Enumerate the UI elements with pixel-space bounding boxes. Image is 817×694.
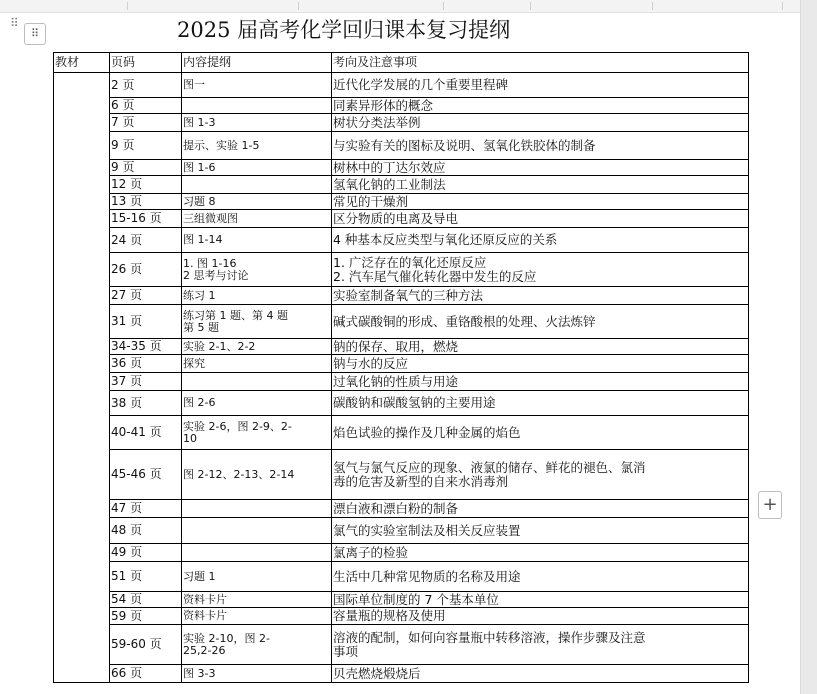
outline-cell [182,500,332,518]
page-cell: 24 页 [110,228,182,253]
table-row [54,176,749,194]
page-cell: 13 页 [110,194,182,210]
outline-cell: 1. 图 1-16 2 思考与讨论 [182,253,332,287]
page-cell: 45-46 页 [110,450,182,500]
grid-dots-icon[interactable]: ⠿ [24,23,46,45]
notes-cell: 4 种基本反应类型与氧化还原反应的关系 [332,228,749,253]
table-row [54,253,749,287]
ruler-tick [652,2,653,10]
textbook-cell [54,73,110,683]
outline-cell [182,98,332,114]
notes-cell: 常见的干燥剂 [332,194,749,210]
table-row [54,665,749,683]
notes-cell: 树状分类法举例 [332,114,749,132]
header-cell-notes: 考向及注意事项 [332,53,749,73]
outline-cell: 图 1-3 [182,114,332,132]
outline-cell: 习题 8 [182,194,332,210]
outline-cell: 实验 2-10，图 2- 25,2-26 [182,625,332,665]
page-cell: 38 页 [110,391,182,416]
notes-cell: 焰色试验的操作及几种金属的焰色 [332,416,749,450]
drag-dots-icon[interactable]: ⠿ [10,16,18,30]
page-cell: 48 页 [110,518,182,544]
notes-cell: 贝壳燃烧煅烧后 [332,665,749,683]
table-row [54,518,749,544]
notes-cell: 过氧化钠的性质与用途 [332,373,749,391]
table-row [54,562,749,592]
ruler-tick [443,2,444,10]
table-row [54,287,749,305]
page-cell: 66 页 [110,665,182,683]
outline-cell: 练习第 1 题、第 4 题 第 5 题 [182,305,332,339]
header-cell-textbook: 教材 [54,53,110,73]
header-cell-page: 页码 [110,53,182,73]
notes-cell: 国际单位制度的 7 个基本单位 [332,592,749,608]
page-cell: 37 页 [110,373,182,391]
ruler-tick [298,2,299,10]
notes-cell: 钠与水的反应 [332,355,749,373]
table-row [54,98,749,114]
page-cell: 12 页 [110,176,182,194]
notes-cell: 氯气的实验室制法及相关反应装置 [332,518,749,544]
notes-cell: 容量瓶的规格及使用 [332,608,749,625]
outline-cell: 三组微观图 [182,210,332,228]
page-cell: 27 页 [110,287,182,305]
outline-cell: 实验 2-1、2-2 [182,339,332,355]
plus-icon[interactable]: + [758,491,782,519]
table-row [54,132,749,160]
outline-cell: 图 3-3 [182,665,332,683]
notes-cell: 氢气与氯气反应的现象、液氯的储存、鲜花的褪色、氯消 毒的危害及新型的自来水消毒剂 [332,450,749,500]
outline-cell: 图 1-6 [182,160,332,176]
notes-cell: 钠的保存、取用，燃烧 [332,339,749,355]
table-row [54,194,749,210]
outline-cell [182,544,332,562]
table-row [54,450,749,500]
outline-cell [182,176,332,194]
page-cell: 59-60 页 [110,625,182,665]
page-cell: 49 页 [110,544,182,562]
page-cell: 51 页 [110,562,182,592]
table-row [54,160,749,176]
notes-cell: 实验室制备氧气的三种方法 [332,287,749,305]
table-row [54,625,749,665]
page-cell: 40-41 页 [110,416,182,450]
notes-cell: 与实验有关的图标及说明、氢氧化铁胶体的制备 [332,132,749,160]
notes-cell: 碳酸钠和碳酸氢钠的主要用途 [332,391,749,416]
outline-cell [182,373,332,391]
notes-cell: 1. 广泛存在的氧化还原反应 2. 汽车尾气催化转化器中发生的反应 [332,253,749,287]
outline-cell: 资料卡片 [182,608,332,625]
table-row [54,416,749,450]
table-row [54,373,749,391]
outline-cell: 图 2-6 [182,391,332,416]
ruler-tick [127,2,128,10]
outline-cell: 图 1-14 [182,228,332,253]
notes-cell: 树林中的丁达尔效应 [332,160,749,176]
page-cell: 9 页 [110,132,182,160]
page-cell: 9 页 [110,160,182,176]
table-row [54,228,749,253]
table-row [54,210,749,228]
table-header-row [54,53,749,73]
table-row [54,391,749,416]
outline-cell: 实验 2-6，图 2-9、2- 10 [182,416,332,450]
table-row [54,500,749,518]
notes-cell: 漂白液和漂白粉的制备 [332,500,749,518]
page-cell: 31 页 [110,305,182,339]
outline-cell: 资料卡片 [182,592,332,608]
table-row [54,592,749,608]
table-row [54,73,749,98]
page-cell: 6 页 [110,98,182,114]
notes-cell: 区分物质的电离及导电 [332,210,749,228]
table-row [54,608,749,625]
ruler-tick [782,2,783,10]
page-cell: 34-35 页 [110,339,182,355]
page-cell: 26 页 [110,253,182,287]
notes-cell: 碱式碳酸铜的形成、重铬酸根的处理、火法炼锌 [332,305,749,339]
page-cell: 36 页 [110,355,182,373]
table-row [54,355,749,373]
notes-cell: 同素异形体的概念 [332,98,749,114]
table-row [54,114,749,132]
page-cell: 15-16 页 [110,210,182,228]
notes-cell: 溶液的配制，如何向容量瓶中转移溶液，操作步骤及注意 事项 [332,625,749,665]
outline-cell [182,518,332,544]
outline-cell: 图一 [182,73,332,98]
page-cell: 54 页 [110,592,182,608]
page-title: 2025 届高考化学回归课本复习提纲 [177,18,511,42]
ruler-tick [530,2,531,10]
outline-cell: 图 2-12、2-13、2-14 [182,450,332,500]
notes-cell: 氢氧化钠的工业制法 [332,176,749,194]
table-row [54,305,749,339]
outline-cell: 习题 1 [182,562,332,592]
outline-cell: 提示、实验 1-5 [182,132,332,160]
notes-cell: 近代化学发展的几个重要里程碑 [332,73,749,98]
page-cell: 2 页 [110,73,182,98]
page-cell: 47 页 [110,500,182,518]
page-cell: 59 页 [110,608,182,625]
table-row [54,544,749,562]
page-cell: 7 页 [110,114,182,132]
outline-cell: 探究 [182,355,332,373]
notes-cell: 生活中几种常见物质的名称及用途 [332,562,749,592]
ruler-strip [0,0,800,13]
vertical-scrollbar[interactable] [800,0,817,694]
outline-table-body [54,53,749,683]
table-row [54,339,749,355]
outline-table [53,52,749,683]
header-cell-outline: 内容提纲 [182,53,332,73]
outline-cell: 练习 1 [182,287,332,305]
notes-cell: 氯离子的检验 [332,544,749,562]
